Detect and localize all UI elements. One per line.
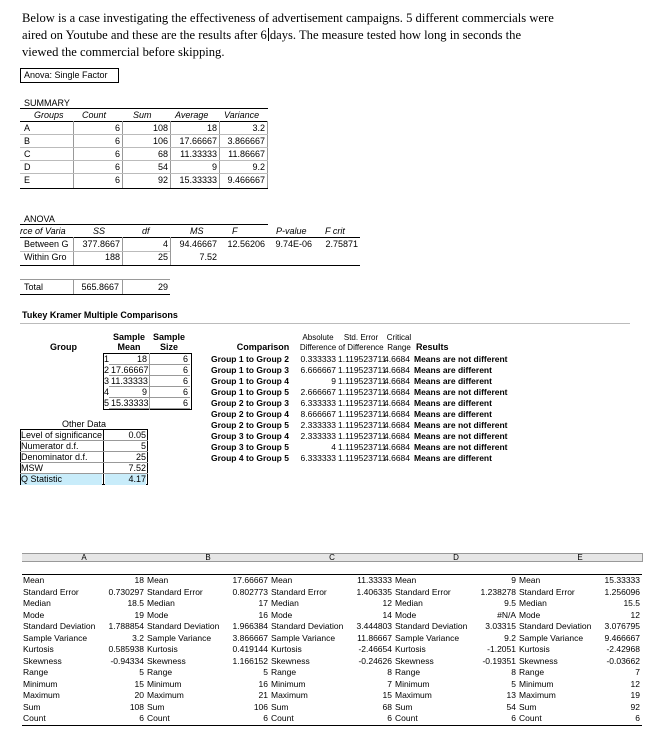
summary-cell: E <box>24 175 31 185</box>
desc-stat-label: Range <box>23 667 49 677</box>
desc-stat-value: -0.03662 <box>606 655 640 666</box>
desc-stat-label: Mode <box>147 609 169 620</box>
anova-cell: 25 <box>157 252 168 262</box>
desc-stat-value: 0.802773 <box>232 586 268 597</box>
desc-stat-value: 0.419144 <box>232 644 268 654</box>
cmp-abs-diff: 6.333333 <box>300 398 336 408</box>
cmp-abs-diff: 9 <box>331 376 336 386</box>
cmp-result: Means are different <box>414 453 492 463</box>
desc-stat-label: Mean <box>395 575 417 585</box>
summary-cell: D <box>24 162 31 172</box>
desc-stat-value: #N/A <box>497 609 516 620</box>
desc-stat-value: 9.5 <box>504 598 516 608</box>
cmp-abs-diff: 2.333333 <box>300 431 336 441</box>
other-data-label: Q Statistic <box>21 474 102 485</box>
anova-cell: 2.75871 <box>325 239 358 249</box>
other-data-value: 7.52 <box>128 463 146 473</box>
anova-header-fcrit: F crit <box>325 226 345 236</box>
desc-stat-label: Mode <box>395 609 417 620</box>
desc-column-header-label: C <box>329 553 335 562</box>
text-cursor <box>268 28 269 41</box>
desc-stat-label: Sample Variance <box>147 632 212 643</box>
anova-total-label: Total <box>24 282 44 292</box>
cmp-abs-diff: 8.666667 <box>300 409 336 419</box>
tukey-group-id: 4 <box>103 387 109 397</box>
desc-stat-value: 15 <box>134 678 144 689</box>
desc-stat-label: Mean <box>147 575 169 585</box>
summary-cell: 92 <box>157 175 168 185</box>
cmp-abs-diff: 2.666667 <box>300 387 336 397</box>
summary-cell: 6 <box>114 149 120 159</box>
desc-stat-label: Median <box>519 598 547 608</box>
desc-stat-value: 19 <box>134 609 144 620</box>
tukey-group-size: 6 <box>182 365 188 375</box>
cmp-abs-diff: 0.333333 <box>300 354 336 364</box>
desc-stat-value: 6 <box>387 713 392 723</box>
tukey-group-size: 6 <box>182 376 188 386</box>
desc-stat-value: 21 <box>258 690 268 700</box>
desc-stat-value: -1.2051 <box>487 644 516 654</box>
cmp-std-error: 1.119523711 <box>338 409 387 419</box>
desc-stat-value: 12 <box>382 598 392 608</box>
summary-cell: 18 <box>206 123 217 133</box>
desc-stat-value: 15 <box>382 690 392 700</box>
summary-cell: B <box>24 136 31 146</box>
summary-cell: 108 <box>152 123 168 133</box>
cmp-abs-diff: 2.333333 <box>300 420 336 430</box>
cmp-header-critical: Critical <box>386 333 412 342</box>
tukey-group-mean: 15.33333 <box>111 398 149 408</box>
desc-stat-label: Median <box>147 598 175 608</box>
desc-stat-label: Maximum <box>147 690 184 700</box>
desc-stat-value: 18.5 <box>127 598 144 608</box>
desc-stat-label: Kurtosis <box>395 644 426 654</box>
cmp-result: Means are not different <box>414 354 508 364</box>
summary-header-groups: Groups <box>34 110 64 120</box>
anova-header-df: df <box>142 226 150 236</box>
desc-stat-value: 106 <box>253 701 268 712</box>
tukey-group-size: 6 <box>182 398 188 408</box>
summary-cell: A <box>24 123 31 133</box>
anova-table-title: ANOVA <box>24 214 55 224</box>
desc-stat-label: Range <box>271 667 297 677</box>
desc-stat-value: 11.33333 <box>357 575 392 585</box>
anova-total-ss: 565.8667 <box>81 282 119 292</box>
cmp-abs-diff: 6.333333 <box>300 453 336 463</box>
cmp-critical-range: 4.6684 <box>384 398 410 408</box>
cmp-header-results: Results <box>416 342 449 352</box>
desc-stat-value: 9.2 <box>504 632 516 643</box>
desc-stat-label: Sum <box>147 701 165 712</box>
anova-cell: 94.46667 <box>179 239 217 249</box>
desc-stat-label: Median <box>23 598 51 608</box>
desc-stat-value: 20 <box>134 690 144 700</box>
anova-header-source: rce of Varia <box>20 226 66 236</box>
other-data-label: Level of significance <box>21 430 103 440</box>
cmp-std-error: 1.119523711 <box>338 398 387 408</box>
desc-stat-value: -2.46654 <box>358 644 392 654</box>
desc-stat-value: 3.2 <box>132 632 144 643</box>
cmp-critical-range: 4.6684 <box>384 420 410 430</box>
desc-stat-label: Standard Error <box>395 586 451 597</box>
tukey-group-mean: 18 <box>136 354 147 364</box>
cmp-header-ofdifference: of Difference <box>338 343 384 352</box>
cmp-header-comparison: Comparison <box>236 342 290 352</box>
desc-stat-label: Kurtosis <box>271 644 302 654</box>
cmp-result: Means are not different <box>414 387 508 397</box>
tukey-title: Tukey Kramer Multiple Comparisons <box>22 310 178 320</box>
desc-stat-value: 14 <box>382 609 392 620</box>
desc-stat-value: 17.66667 <box>232 575 268 585</box>
desc-stat-label: Maximum <box>23 690 60 700</box>
desc-stat-value: 7 <box>635 667 640 677</box>
desc-stat-value: 16 <box>258 609 268 620</box>
desc-stat-value: 3.076795 <box>604 621 640 631</box>
cmp-abs-diff: 4 <box>331 442 336 452</box>
desc-stat-value: 7 <box>387 678 392 689</box>
cmp-comparison: Group 3 to Group 4 <box>211 431 289 441</box>
cmp-critical-range: 4.6684 <box>384 387 410 397</box>
summary-cell: 9.466667 <box>227 175 265 185</box>
desc-stat-value: 1.238278 <box>480 586 516 597</box>
desc-stat-label: Minimum <box>271 678 306 689</box>
cmp-header-range: Range <box>387 343 411 352</box>
other-data-label: MSW <box>21 463 43 473</box>
desc-stat-value: 5 <box>139 667 144 677</box>
cmp-std-error: 1.119523711 <box>338 453 387 463</box>
desc-stat-value: 17 <box>258 598 268 608</box>
desc-column-header-label: A <box>81 553 87 562</box>
summary-header-count: Count <box>82 110 107 120</box>
other-data-value: 5 <box>140 441 146 451</box>
desc-stat-label: Range <box>147 667 173 677</box>
desc-stat-label: Range <box>395 667 421 677</box>
desc-stat-label: Minimum <box>395 678 430 689</box>
desc-stat-label: Standard Error <box>147 586 203 597</box>
summary-cell: 11.86667 <box>228 149 265 159</box>
desc-stat-value: 5 <box>511 678 516 689</box>
desc-stat-label: Sample Variance <box>23 632 88 643</box>
summary-cell: 17.66667 <box>179 136 217 146</box>
desc-stat-value: 1.966384 <box>232 621 268 631</box>
desc-stat-label: Skewness <box>147 655 186 666</box>
desc-stat-label: Count <box>271 713 294 723</box>
tukey-group-id: 3 <box>103 376 109 386</box>
desc-stat-label: Standard Error <box>519 586 575 597</box>
desc-stat-label: Count <box>395 713 418 723</box>
tukey-header-size-1: Sample <box>152 332 185 342</box>
desc-stat-value: 8 <box>387 667 392 677</box>
tukey-group-id: 5 <box>103 398 109 408</box>
tukey-header-mean-1: Sample <box>112 332 145 342</box>
anova-cell: 377.8667 <box>82 239 120 249</box>
desc-stat-label: Kurtosis <box>23 644 54 654</box>
desc-stat-label: Sum <box>519 701 537 712</box>
desc-stat-label: Kurtosis <box>519 644 550 654</box>
summary-cell: 11.33333 <box>180 149 217 159</box>
desc-stat-label: Mode <box>271 609 293 620</box>
desc-stat-label: Minimum <box>147 678 182 689</box>
anova-header-ms: MS <box>190 226 204 236</box>
desc-stat-value: 6 <box>263 713 268 723</box>
anova-header-f: F <box>232 226 238 236</box>
desc-stat-label: Minimum <box>519 678 554 689</box>
cmp-comparison: Group 1 to Group 2 <box>211 354 289 364</box>
anova-cell: 4 <box>162 239 168 249</box>
desc-stat-label: Kurtosis <box>147 644 178 654</box>
cmp-result: Means are not different <box>414 442 508 452</box>
cmp-std-error: 1.119523711 <box>338 431 387 441</box>
cmp-abs-diff: 6.666667 <box>300 365 336 375</box>
tukey-group-id: 2 <box>103 365 109 375</box>
desc-stat-value: 54 <box>506 701 516 712</box>
cmp-comparison: Group 3 to Group 5 <box>211 442 289 452</box>
desc-stat-label: Sample Variance <box>271 632 336 643</box>
desc-stat-value: 1.166152 <box>232 655 268 666</box>
summary-title: SUMMARY <box>24 98 70 108</box>
cmp-std-error: 1.119523711 <box>338 376 387 386</box>
cmp-critical-range: 4.6684 <box>384 409 410 419</box>
desc-stat-value: 15.33333 <box>604 575 640 585</box>
cmp-comparison: Group 1 to Group 4 <box>211 376 289 386</box>
desc-stat-label: Count <box>147 713 170 723</box>
desc-stat-label: Maximum <box>395 690 432 700</box>
intro-paragraph <box>22 10 632 61</box>
desc-stat-value: 3.03315 <box>485 621 516 631</box>
desc-stat-label: Sum <box>395 701 413 712</box>
anova-cell: 188 <box>104 252 120 262</box>
cmp-result: Means are different <box>414 376 492 386</box>
desc-stat-value: 5 <box>263 667 268 677</box>
cmp-critical-range: 4.6684 <box>384 354 410 364</box>
desc-stat-label: Count <box>519 713 542 723</box>
cmp-critical-range: 4.6684 <box>384 431 410 441</box>
tukey-group-size: 6 <box>182 387 188 397</box>
desc-stat-value: 9.466667 <box>604 632 640 643</box>
other-data-label: Numerator d.f. <box>21 441 79 451</box>
desc-stat-label: Median <box>395 598 423 608</box>
desc-stat-value: 6 <box>635 713 640 723</box>
cmp-result: Means are not different <box>414 431 508 441</box>
summary-header-sum: Sum <box>133 110 152 120</box>
summary-cell: 54 <box>157 162 168 172</box>
desc-stat-value: 15.5 <box>623 598 640 608</box>
desc-stat-value: 108 <box>129 701 144 712</box>
summary-cell: 9 <box>211 162 217 172</box>
summary-cell: 3.2 <box>252 123 265 133</box>
cmp-std-error: 1.119523711 <box>338 354 387 364</box>
desc-stat-label: Maximum <box>519 690 556 700</box>
desc-stat-label: Mean <box>519 575 541 585</box>
tukey-group-mean: 11.33333 <box>111 376 148 386</box>
cmp-comparison: Group 4 to Group 5 <box>211 453 289 463</box>
desc-stat-value: 12 <box>630 678 640 689</box>
desc-stat-value: 6 <box>139 713 144 723</box>
desc-stat-label: Sample Variance <box>395 632 460 643</box>
summary-cell: 6 <box>114 175 120 185</box>
cmp-result: Means are different <box>414 365 492 375</box>
desc-stat-value: 0.730297 <box>108 586 144 597</box>
desc-stat-value: -0.94334 <box>110 655 144 666</box>
anova-cell: Between G <box>24 239 69 249</box>
other-data-value: 25 <box>135 452 146 462</box>
cmp-header-absolute: Absolute <box>302 333 334 342</box>
desc-stat-label: Sum <box>271 701 289 712</box>
desc-stat-value: 13 <box>506 690 516 700</box>
desc-stat-value: 92 <box>630 701 640 712</box>
desc-stat-value: 12 <box>630 609 640 620</box>
desc-stat-label: Standard Deviation <box>271 621 344 631</box>
tukey-kramer-block <box>20 306 630 486</box>
desc-stat-value: 1.256096 <box>604 586 640 597</box>
other-data-value: 4.17 <box>105 474 146 485</box>
anova-total-df: 29 <box>157 282 168 292</box>
cmp-comparison: Group 2 to Group 3 <box>211 398 289 408</box>
summary-cell: 6 <box>114 162 120 172</box>
other-data-title: Other Data <box>61 419 107 429</box>
cmp-comparison: Group 2 to Group 4 <box>211 409 289 419</box>
desc-stat-label: Standard Deviation <box>395 621 468 631</box>
anova-cell: 9.74E-06 <box>275 239 312 249</box>
desc-stat-value: 11.86667 <box>357 632 392 643</box>
cmp-std-error: 1.119523711 <box>338 442 387 452</box>
summary-cell: 15.33333 <box>179 175 217 185</box>
tukey-group-mean: 9 <box>141 387 147 397</box>
summary-cell: 9.2 <box>252 162 265 172</box>
cmp-result: Means are different <box>414 398 492 408</box>
cmp-critical-range: 4.6684 <box>384 365 410 375</box>
summary-cell: 106 <box>152 136 168 146</box>
desc-stat-label: Mode <box>23 609 45 620</box>
desc-stat-label: Maximum <box>271 690 308 700</box>
desc-stat-value: 16 <box>258 678 268 689</box>
desc-stat-label: Range <box>519 667 545 677</box>
desc-stat-label: Skewness <box>23 655 62 666</box>
cmp-header-stderror: Std. Error <box>343 333 379 342</box>
anova-header-pvalue: P-value <box>276 226 307 236</box>
other-data-value: 0.05 <box>128 430 146 440</box>
summary-cell: C <box>24 149 31 159</box>
tukey-header-mean-2: Mean <box>117 342 141 352</box>
desc-stat-value: -2.42968 <box>606 644 640 654</box>
desc-stat-value: 8 <box>511 667 516 677</box>
cmp-comparison: Group 2 to Group 5 <box>211 420 289 430</box>
tukey-header-group: Group <box>50 342 77 352</box>
desc-column-header-label: D <box>453 553 459 562</box>
desc-stat-label: Standard Error <box>271 586 327 597</box>
desc-column-header-label: E <box>577 553 583 562</box>
cmp-result: Means are not different <box>414 420 508 430</box>
tukey-group-id: 1 <box>103 354 109 364</box>
desc-stat-value: 3.866667 <box>232 632 268 643</box>
tukey-header-size-2: Size <box>159 342 178 352</box>
tukey-group-size: 6 <box>182 354 188 364</box>
cmp-std-error: 1.119523711 <box>338 420 387 430</box>
desc-stat-label: Sum <box>23 701 41 712</box>
descriptive-stats-block <box>22 553 642 753</box>
cmp-comparison: Group 1 to Group 5 <box>211 387 289 397</box>
other-data-label: Denominator d.f. <box>21 452 88 462</box>
summary-cell: 6 <box>114 123 120 133</box>
cmp-comparison: Group 1 to Group 3 <box>211 365 289 375</box>
intro-line-2: aired on Youtube and these are the results after 6 days. The measure tested how long in seconds the <box>22 28 522 42</box>
cmp-critical-range: 4.6684 <box>384 442 410 452</box>
cmp-header-difference: Difference <box>299 343 337 352</box>
tukey-group-mean: 17.66667 <box>111 365 149 375</box>
desc-stat-value: 18 <box>134 575 144 585</box>
cmp-critical-range: 4.6684 <box>384 453 410 463</box>
desc-stat-label: Minimum <box>23 678 58 689</box>
anova-title: Anova: Single Factor <box>24 70 108 80</box>
desc-column-header-label: B <box>205 553 211 562</box>
desc-stat-label: Mean <box>23 575 45 585</box>
desc-stat-label: Count <box>23 713 46 723</box>
summary-cell: 6 <box>114 136 120 146</box>
anova-cell: 7.52 <box>199 252 217 262</box>
desc-stat-value: 6 <box>511 713 516 723</box>
cmp-critical-range: 4.6684 <box>384 376 410 386</box>
desc-stat-label: Skewness <box>395 655 434 666</box>
desc-stat-label: Mode <box>519 609 541 620</box>
desc-stat-label: Median <box>271 598 299 608</box>
desc-stat-label: Standard Error <box>23 586 79 597</box>
desc-stat-value: 1.788854 <box>108 621 144 631</box>
summary-header-average: Average <box>175 110 209 120</box>
anova-header-ss: SS <box>93 226 106 236</box>
desc-stat-label: Standard Deviation <box>23 621 96 631</box>
desc-stat-value: 1.406335 <box>356 586 392 597</box>
anova-single-factor-block <box>20 68 358 298</box>
desc-stat-label: Mean <box>271 575 293 585</box>
desc-stat-label: Skewness <box>519 655 558 666</box>
intro-line-1: Below is a case investigating the effectiveness of advertisement campaigns. 5 different commercials were <box>22 11 554 25</box>
desc-stat-value: 3.444803 <box>356 621 392 631</box>
summary-cell: 3.866667 <box>227 136 265 146</box>
summary-header-variance: Variance <box>224 110 260 120</box>
desc-stat-value: 0.585938 <box>108 644 144 654</box>
cmp-std-error: 1.119523711 <box>338 365 387 375</box>
anova-cell: Within Gro <box>24 252 67 262</box>
cmp-std-error: 1.119523711 <box>338 387 387 397</box>
desc-stat-label: Skewness <box>271 655 310 666</box>
cmp-result: Means are different <box>414 409 492 419</box>
desc-stat-value: -0.19351 <box>482 655 516 666</box>
anova-cell: 12.56206 <box>227 239 265 249</box>
desc-stat-value: 68 <box>382 701 392 712</box>
desc-stat-label: Standard Deviation <box>519 621 592 631</box>
desc-stat-value: -0.24626 <box>358 655 392 666</box>
desc-stat-label: Sample Variance <box>519 632 584 643</box>
intro-line-3: viewed the commercial before skipping. <box>22 45 225 59</box>
desc-stat-label: Standard Deviation <box>147 621 220 631</box>
desc-stat-value: 9 <box>511 575 516 585</box>
summary-cell: 68 <box>157 149 168 159</box>
desc-stat-value: 19 <box>630 690 640 700</box>
